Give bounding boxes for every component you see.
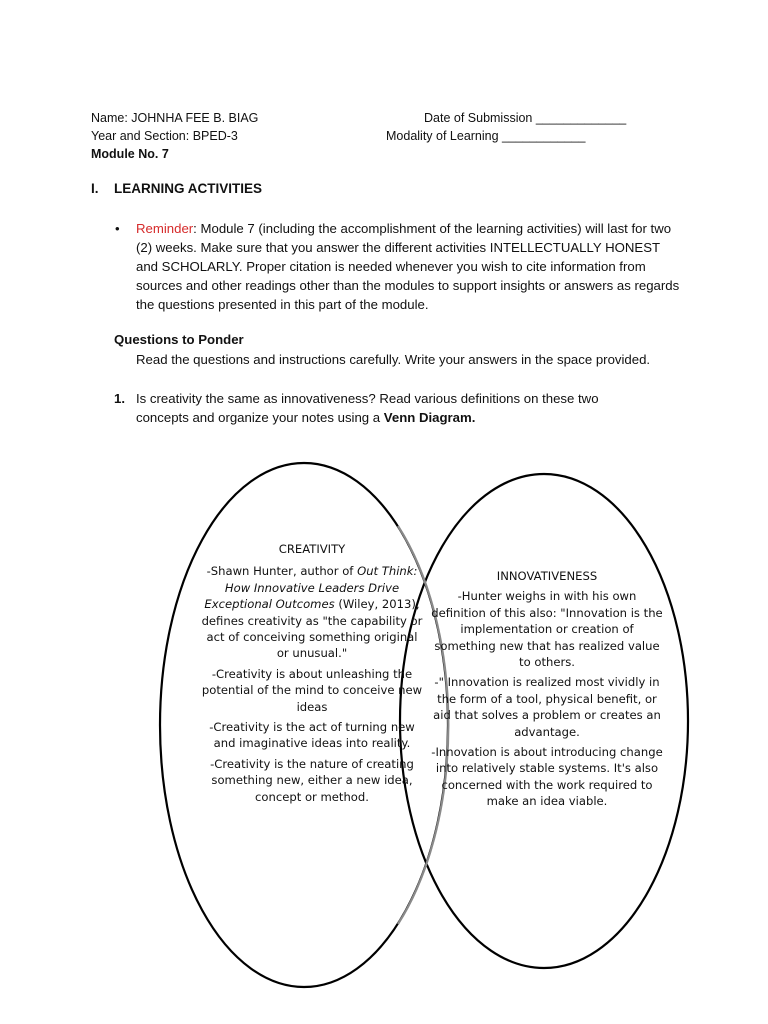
ponder-title: Questions to Ponder bbox=[114, 332, 244, 347]
innovativeness-point-1: -Hunter weighs in with his own definition of this also: "Innovation is the implementation or creation of something new that has realized value to others. bbox=[431, 589, 663, 670]
module-number: Module No. 7 bbox=[91, 147, 169, 161]
innovativeness-point-3: -Innovation is about introducing change into relatively stable systems. It's also concerned with the work required to make an idea viable. bbox=[431, 745, 663, 809]
question-body: Is creativity the same as innovativeness? Read various definitions on these two concepts and organize your notes using a bbox=[136, 391, 599, 425]
question-number: 1. bbox=[114, 391, 125, 406]
ponder-instructions: Read the questions and instructions carefully. Write your answers in the space provided. bbox=[136, 352, 651, 367]
book-title: Out Think: How Innovative Leaders Drive Exceptional Outcomes bbox=[204, 564, 418, 612]
creativity-p1-rest: (Wiley, 2013), defines creativity as "the capability or act of conceiving something original or unusual." bbox=[201, 597, 423, 661]
innovativeness-title: INNOVATIVENESS bbox=[496, 569, 598, 583]
student-name: Name: JOHNHA FEE B. BIAG bbox=[91, 111, 259, 125]
creativity-title: CREATIVITY bbox=[278, 542, 346, 556]
creativity-point-4: -Creativity is the nature of creating something new, either a new idea, concept or method. bbox=[210, 756, 414, 804]
modality-of-learning: Modality of Learning ____________ bbox=[386, 129, 586, 143]
reminder-text: : Module 7 (including the accomplishment of the learning activities) will last for two (2) weeks. Make sure that you answer the different activities INTELLECTUALLY HONEST and SCHOLARLY. Proper citation is needed whenever you wish to cite information from sources and other readings other than the modules to support insights or answers as regards the questions presented in this part of the module. bbox=[136, 221, 680, 312]
creativity-point-1 bbox=[200, 563, 424, 661]
year-and-section: Year and Section: BPED-3 bbox=[91, 129, 238, 143]
question-bold: Venn Diagram. bbox=[383, 410, 476, 425]
section-number: I. bbox=[91, 181, 99, 196]
creativity-text bbox=[200, 541, 424, 809]
creativity-point-3: -Creativity is the act of turning new and imaginative ideas into reality. bbox=[209, 720, 415, 751]
creativity-point-2: -Creativity is about unleashing the potential of the mind to conceive new ideas bbox=[201, 666, 423, 714]
date-of-submission: Date of Submission _____________ bbox=[424, 111, 627, 125]
innovativeness-point-2: -" Innovation is realized most vividly in the form of a tool, physical benefit, or aid that solves a problem or creates an advantage. bbox=[433, 675, 661, 739]
innovativeness-text bbox=[430, 568, 664, 814]
reminder-label: Reminder bbox=[136, 221, 194, 236]
section-title: LEARNING ACTIVITIES bbox=[114, 181, 263, 196]
creativity-p1-lead: -Shawn Hunter, author of bbox=[206, 564, 358, 579]
bullet-icon: • bbox=[115, 221, 120, 236]
